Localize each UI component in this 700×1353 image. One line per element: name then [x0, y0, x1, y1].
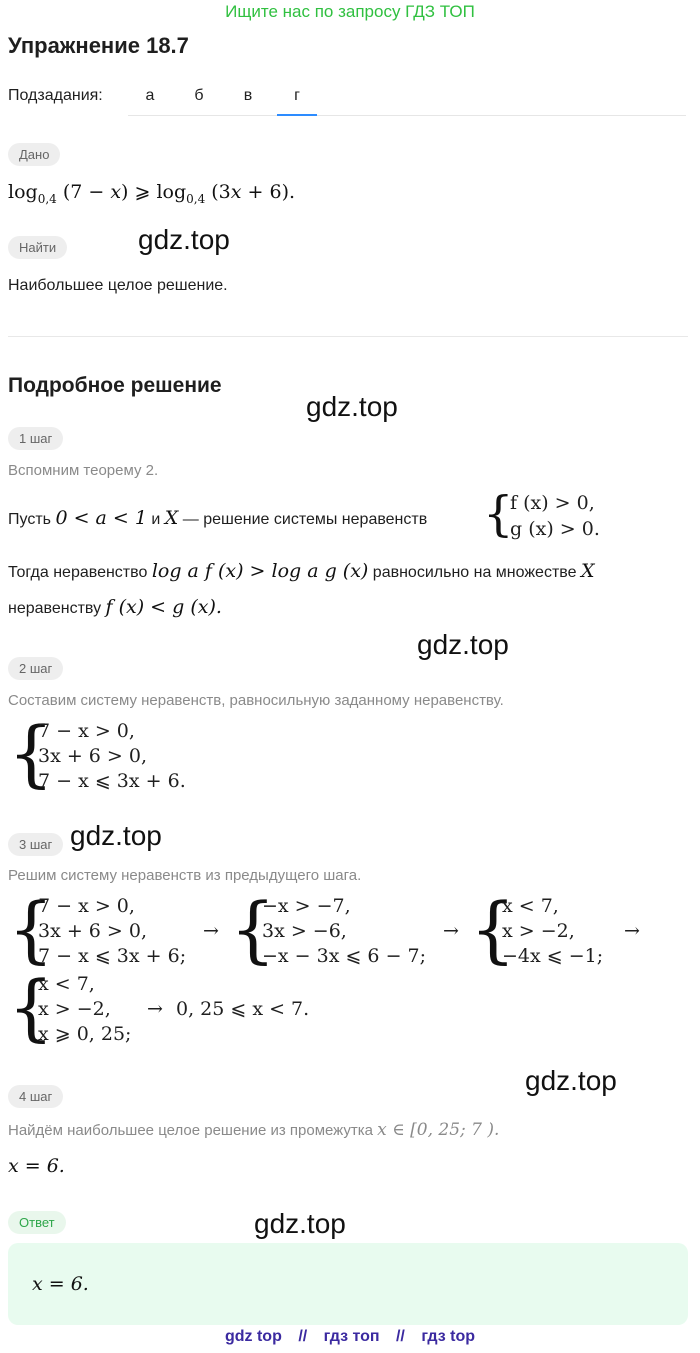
watermark: gdz.top [417, 629, 509, 660]
step3-sysD-line: x > −2, [38, 998, 111, 1020]
answer-badge: Ответ [8, 1211, 66, 1234]
step4-result: x = 6. [8, 1155, 65, 1177]
subtasks-tabs [128, 77, 686, 116]
step3-sysB-line: 3x > −6, [262, 920, 347, 942]
brace: { [470, 887, 516, 971]
step1-line2: Тогда неравенство log a f (x) > log a g (x) равносильно на множестве X [8, 560, 595, 582]
brace: { [8, 965, 54, 1049]
brace: { [8, 711, 54, 795]
arrow: → [624, 920, 640, 942]
given-expression: $\log_{0,4} (7 - x)$ ⩾ $\log_{0,4} (3x + 6)$. [8, 181, 296, 206]
arrow: → [147, 998, 163, 1020]
step1-sys-line: f (x) > 0, [510, 492, 595, 514]
step2-sys-line: 7 − x ⩽ 3x + 6. [38, 770, 186, 792]
tab-g[interactable]: г [277, 87, 317, 116]
arrow: → [443, 920, 459, 942]
step2-hint: Составим систему неравенств, равносильную заданному неравенству. [8, 692, 504, 709]
tab-v[interactable]: в [243, 87, 253, 104]
brace: { [483, 486, 514, 542]
step3-hint: Решим систему неравенств из предыдущего шага. [8, 867, 362, 884]
step3-sysC-line: −4x ⩽ −1; [502, 945, 604, 967]
step1-badge: 1 шаг [8, 427, 63, 450]
step3-sysC-line: x > −2, [502, 920, 575, 942]
step3-sysD-line: x < 7, [38, 973, 95, 995]
answer-value: x = 6. [32, 1273, 89, 1295]
step2-sys-line: 3x + 6 > 0, [38, 745, 148, 767]
step3-sysC-line: x < 7, [502, 895, 559, 917]
arrow: → [203, 920, 219, 942]
step2-sys-line: 7 − x > 0, [38, 720, 135, 742]
find-text: Наибольшее целое решение. [8, 277, 228, 294]
footer-link[interactable]: гдз top [421, 1328, 476, 1345]
step1-sys-line: g (x) > 0. [510, 518, 600, 540]
step1-line3: неравенству f (x) < g (x). [8, 596, 222, 618]
step2-badge: 2 шаг [8, 657, 63, 680]
subtasks-label: Подзадания: [8, 87, 103, 104]
find-badge: Найти [8, 236, 67, 259]
footer-link[interactable]: gdz top [224, 1328, 282, 1345]
step3-sysA-line: 7 − x > 0, [38, 895, 135, 917]
watermark: gdz.top [254, 1208, 346, 1239]
footer-links [0, 1328, 700, 1346]
step3-result: 0, 25 ⩽ x < 7. [176, 998, 310, 1020]
solution-title: Подробное решение [8, 374, 222, 397]
footer-separator: // [395, 1328, 405, 1345]
step1-hint: Вспомним теорему 2. [8, 462, 159, 479]
given-badge: Дано [8, 143, 60, 166]
answer-box [8, 1243, 688, 1325]
step3-sysB-line: −x > −7, [262, 895, 351, 917]
watermark: gdz.top [138, 224, 230, 255]
footer-separator: // [298, 1328, 308, 1345]
brace: { [230, 887, 276, 971]
step1-line1: Пусть 0 < a < 1 и X — решение системы неравенств [8, 507, 428, 529]
watermark: gdz.top [70, 820, 162, 851]
step3-sysB-line: −x − 3x ⩽ 6 − 7; [262, 945, 427, 967]
watermark: gdz.top [525, 1065, 617, 1096]
page-title: Упражнение 18.7 [8, 33, 189, 58]
step3-sysD-line: x ⩾ 0, 25; [38, 1023, 132, 1045]
step3-badge: 3 шаг [8, 833, 63, 856]
promo-text: Ищите нас по запросу ГДЗ ТОП [225, 2, 475, 21]
tab-a[interactable]: а [145, 87, 155, 104]
step3-sysA-line: 7 − x ⩽ 3x + 6; [38, 945, 187, 967]
divider [8, 336, 688, 337]
tab-b[interactable]: б [194, 87, 204, 104]
footer-link[interactable]: гдз топ [323, 1328, 380, 1345]
brace: { [8, 887, 54, 971]
step3-sysA-line: 3x + 6 > 0, [38, 920, 148, 942]
watermark: gdz.top [306, 391, 398, 422]
step4-hint: Найдём наибольшее целое решение из промежутка x ∈ [0, 25; 7 ). [8, 1120, 500, 1140]
step4-badge: 4 шаг [8, 1085, 63, 1108]
